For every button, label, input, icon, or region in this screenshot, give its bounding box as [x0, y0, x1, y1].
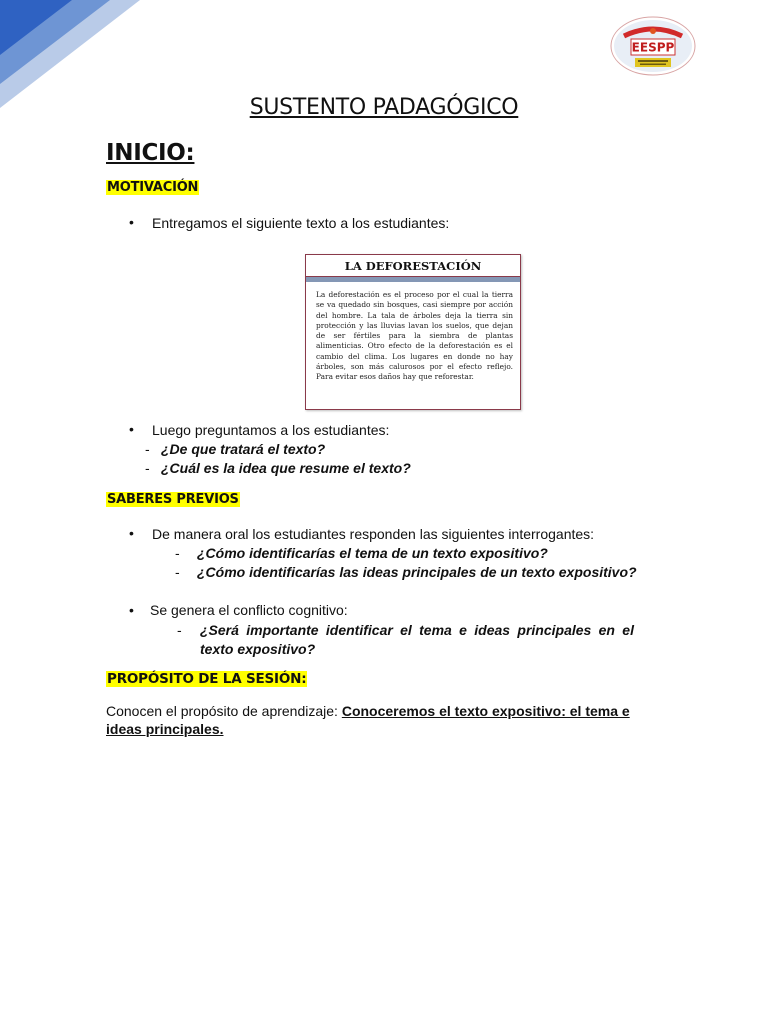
heading-motivacion: MOTIVACIÓN: [107, 180, 199, 195]
dash-marker: -: [175, 545, 180, 561]
dash-marker: -: [145, 460, 150, 476]
corner-decoration: [0, 0, 150, 110]
saberes-bullet-1: De manera oral los estudiantes responden las siguientes interrogantes:: [152, 526, 595, 542]
motivacion-question-2: ¿Cuál es la idea que resume el texto?: [161, 460, 411, 476]
school-logo: [610, 16, 696, 76]
motivacion-bullet-2: Luego preguntamos a los estudiantes:: [152, 422, 390, 438]
reading-card: [305, 254, 521, 410]
bullet-dot: •: [129, 214, 134, 230]
section-heading-inicio: INICIO:: [106, 140, 195, 166]
bullet-dot: •: [129, 421, 134, 437]
motivacion-question-1: ¿De que tratará el texto?: [161, 441, 326, 457]
saberes-bullet-2: Se genera el conflicto cognitivo:: [150, 602, 348, 618]
saberes-question-3: ¿Será importante identificar el tema e ideas principales en el texto expositivo?: [200, 622, 634, 657]
dash-marker: -: [175, 564, 180, 580]
page-title: SUSTENTO PADAGÓGICO: [249, 95, 519, 120]
purpose-paragraph: [106, 702, 636, 738]
heading-proposito: PROPÓSITO DE LA SESIÓN:: [107, 671, 307, 687]
purpose-intro: Conocen el propósito de aprendizaje:: [106, 703, 342, 719]
reading-card-body: La deforestación es el proceso por el cual la tierra se va quedado sin bosques, casi siempre por acción del hombre. La tala de árboles deja la tierra sin protección y las lluvias lavan los suelos, que dejan de ser fértiles para la siembra de plantas alimenticias. Otro efecto de la deforestación es el cambio del clima. Los lugares en donde no hay árboles, son más calurosos por el efecto reflejo. Para evitar esos daños hay que reforestar.: [316, 290, 513, 382]
dash-marker: -: [177, 622, 182, 638]
logo-text: EESPP: [631, 40, 675, 55]
heading-saberes-previos: SABERES PREVIOS: [107, 492, 239, 507]
purpose-statement: Conoceremos el texto expositivo: el tema e ideas principales.: [106, 703, 630, 737]
saberes-question-2: ¿Cómo identificarías las ideas principales de un texto expositivo?: [197, 564, 637, 580]
dash-marker: -: [145, 441, 150, 457]
saberes-question-1: ¿Cómo identificarías el tema de un texto expositivo?: [197, 545, 548, 561]
reading-card-title: LA DEFORESTACIÓN: [306, 255, 520, 277]
bullet-dot: •: [129, 525, 134, 541]
bullet-dot: •: [129, 602, 134, 618]
motivacion-bullet-1: Entregamos el siguiente texto a los estudiantes:: [152, 215, 450, 231]
